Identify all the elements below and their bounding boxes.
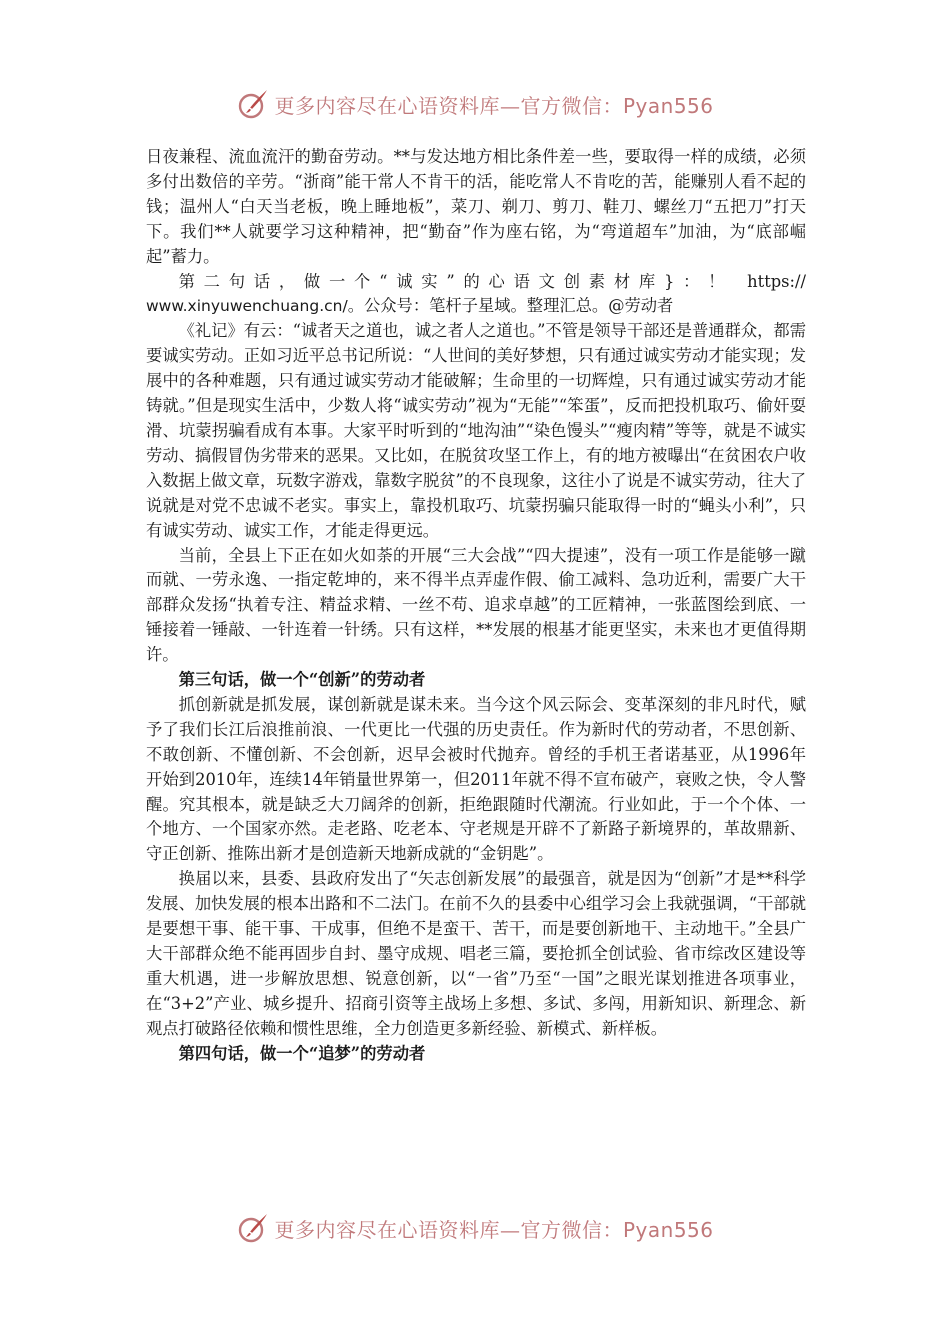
paragraph: 当前，全县上下正在如火如荼的开展“三大会战”“四大提速”，没有一项工作是能够一蹴而就、一劳永逸、一指定乾坤的，来不得半点弄虚作假、偷工减料、急功近利，需要广大干部群众发扬“执着专注、精益求精、一丝不苟、追求卓越”的工匠精神，一张蓝图绘到底、一锤接着一锤敲、一针连着一针绣。只有这样，**发展的根基才能更坚实，未来也才更值得期许。 — [146, 545, 806, 665]
paragraph: 换届以来，县委、县政府发出了“矢志创新发展”的最强音，就是因为“创新”才是**科学发展、加快发展的根本出路和不二法门。在前不久的县委中心组学习会上我就强调，“干部就是要想干事、能干事、干成事，但绝不是蛮干、苦干，而是要创新地干、主动地干。”全县广大干部群众绝不能再固步自封、墨守成规、唱老三篇，要抢抓全创试验、省市综改区建设等重大机遇，进一步解放思想、锐意创新，以“一省”乃至“一国”之眼光谋划推进各项事业，在“3+2”产业、城乡提升、招商引资等主战场上多想、多试、多闯，用新知识、新理念、新观点打破路径依赖和惯性思维，全力创造更多新经验、新模式、新样板。 — [146, 869, 806, 1038]
section-heading-line: 第二句话，做一个“诚实”的心语文创素材库}：！ https:// — [178, 271, 806, 291]
section-heading: 第三句话，做一个“创新”的劳动者 — [178, 670, 426, 690]
paragraph: 《礼记》有云：“诚者天之道也，诚之者人之道也。”不管是领导干部还是普通群众，都需要诚实劳动。正如习近平总书记所说：“人世间的美好梦想，只有通过诚实劳动才能实现；发展中的各种难题，只有通过诚实劳动才能破解；生命里的一切辉煌，只有通过诚实劳动才能铸就。”但是现实生活中，少数人将“诚实劳动”视为“无能”“笨蛋”，反而把投机取巧、偷奸耍滑、坑蒙拐骗看成有本事。大家平时听到的“地沟油”“染色馒头”“瘦肉精”等等，就是不诚实劳动、搞假冒伪劣带来的恶果。又比如，在脱贫攻坚工作上，有的地方被曝出“在贫困农户收入数据上做文章，玩数字游戏，靠数字脱贫”的不良现象，这往小了说是不诚实劳动，往大了说就是对党不忠诚不老实。事实上，靠投机取巧、坑蒙拐骗只能取得一时的“蝇头小利”，只有诚实劳动、诚实工作，才能走得更远。 — [146, 321, 806, 540]
document-body — [146, 145, 806, 1067]
banner-text: 更多内容尽在心语资料库—官方微信：Pyan556 — [274, 1217, 714, 1242]
footer-banner — [0, 1208, 950, 1248]
quill-logo-icon — [236, 1211, 270, 1245]
paragraph: 日夜兼程、流血流汗的勤奋劳动。**与发达地方相比条件差一些，要取得一样的成绩，必须多付出数倍的辛劳。“浙商”能干常人不肯干的活，能吃常人不肯吃的苦，能赚别人看不起的钱；温州人“白天当老板，晚上睡地板”，菜刀、剃刀、剪刀、鞋刀、螺丝刀“五把刀”打天下。我们**人就要学习这种精神，把“勤奋”作为座右铭，为“弯道超车”加油，为“底部崛起”蓄力。 — [146, 147, 806, 266]
wechat-id: Pyan556 — [622, 93, 714, 118]
section-heading-continuation: www.xinyuwenchuang.cn/。公众号：笔杆子星域。整理汇总。@劳动者 — [146, 296, 674, 316]
wechat-id: Pyan556 — [622, 1217, 714, 1242]
header-banner — [0, 84, 950, 124]
quill-logo-icon — [236, 87, 270, 121]
banner-text: 更多内容尽在心语资料库—官方微信：Pyan556 — [274, 93, 714, 118]
section-heading: 第四句话，做一个“追梦”的劳动者 — [178, 1043, 426, 1063]
source-url: www.xinyuwenchuang.cn/ — [146, 297, 348, 316]
paragraph: 抓创新就是抓发展，谋创新就是谋未来。当今这个风云际会、变革深刻的非凡时代，赋予了我们长江后浪推前浪、一代更比一代强的历史责任。作为新时代的劳动者，不思创新、不敢创新、不懂创新、不会创新，迟早会被时代抛弃。曾经的手机王者诺基亚，从1996年开始到2010年，连续14年销量世界第一，但2011年就不得不宣布破产，衰败之快，令人警醒。究其根本，就是缺乏大刀阔斧的创新，拒绝跟随时代潮流。行业如此，于一个个体、一个地方、一个国家亦然。走老路、吃老本、守老规是开辟不了新路子新境界的，革故鼎新、守正创新、推陈出新才是创造新天地新成就的“金钥匙”。 — [146, 694, 806, 864]
